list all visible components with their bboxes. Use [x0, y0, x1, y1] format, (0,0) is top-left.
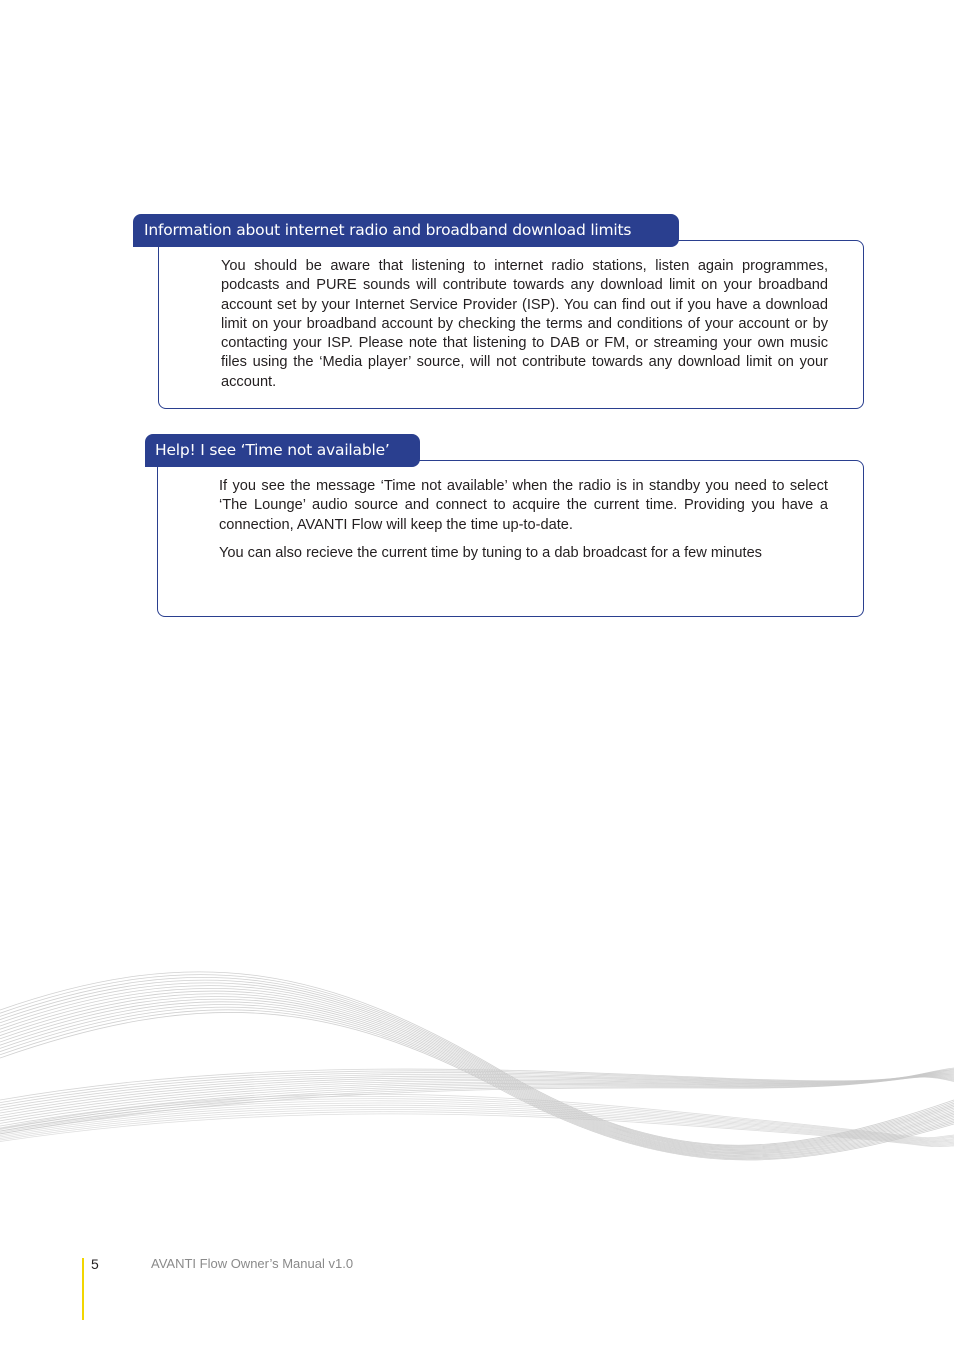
paragraph: You can also recieve the current time by tuning to a dab broadcast for a few minutes — [219, 544, 762, 561]
section-body — [221, 257, 828, 392]
paragraph: You should be aware that listening to internet radio stations, listen again programmes, podcasts and PURE sounds will contribute towards any download limit on your broadband account set by your Internet Service Provider (ISP). You can find out if you have a download limit on your broadband account by checking the terms and conditions of your account or by contacting your ISP. Please note that listening to DAB or FM, or streaming your own music files using the ‘Media player’ source, will not contribute towards any download limit on your account. — [221, 258, 828, 390]
wave-line — [0, 1070, 954, 1105]
manual-title: AVANTI Flow Owner’s Manual v1.0 — [151, 1256, 354, 1271]
section-heading: Help! I see ‘Time not available’ — [145, 434, 420, 467]
page-number: 5 — [91, 1256, 99, 1272]
decorative-wave-lines — [0, 950, 954, 1180]
footer-rule — [82, 1258, 84, 1320]
wave-line — [0, 1071, 954, 1108]
paragraph: If you see the message ‘Time not available’ when the radio is in standby you need to select ‘The Lounge’ audio source and connect to acquire the current time. Providing you have a connection, AVANTI Flow will keep the time up-to-date. — [219, 478, 828, 533]
section-heading: Information about internet radio and broadband download limits — [133, 214, 679, 247]
section-body — [219, 477, 828, 563]
